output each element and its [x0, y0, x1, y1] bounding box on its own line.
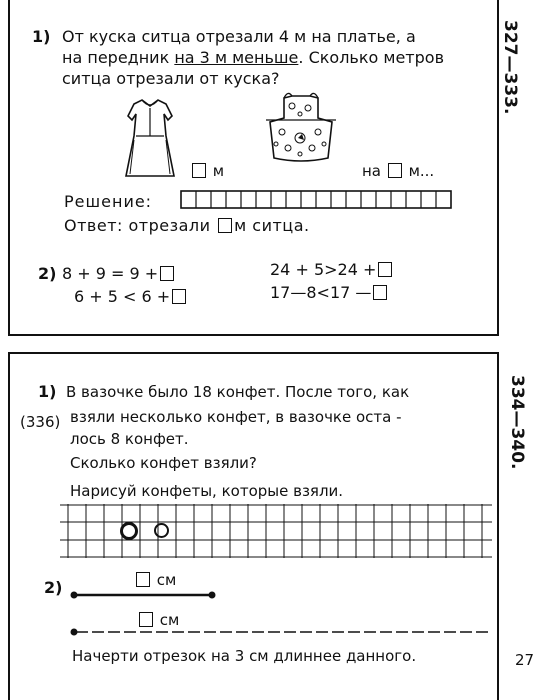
segment-2-box[interactable] — [139, 612, 153, 627]
answer-line — [64, 217, 310, 235]
candy-drawn-1 — [120, 522, 138, 540]
expr-2-box[interactable] — [172, 289, 186, 304]
answer-suffix: м ситца. — [234, 216, 310, 235]
b-task1-line5: Нарисуй конфеты, которые взяли. — [70, 482, 344, 500]
dress-answer — [190, 162, 224, 180]
expr-4-text: 17—8<17 — — [270, 283, 372, 302]
apron-unit: м... — [408, 162, 435, 180]
expr-3-box[interactable] — [378, 262, 392, 277]
b-task1-line2: взяли несколько конфет, в вазочке оста - — [70, 408, 402, 426]
expr-1-box[interactable] — [160, 266, 174, 281]
apron-answer — [362, 162, 434, 180]
task1-line2-underlined: на 3 м меньше — [174, 48, 299, 67]
b-task1-line3: лось 8 конфет. — [70, 430, 189, 448]
top-range-label: 327—333. — [500, 20, 520, 115]
expr-3 — [270, 261, 394, 279]
expr-1-text: 8 + 9 = 9 + — [62, 264, 159, 283]
apron-prefix: на — [362, 162, 381, 180]
task1-line2 — [62, 49, 444, 67]
solution-boxes[interactable] — [180, 190, 460, 210]
dress-unit: м — [212, 162, 225, 180]
solution-label: Решение: — [64, 192, 153, 211]
apron-answer-box[interactable] — [388, 163, 402, 178]
task1-line2-c: . Сколько метров — [298, 48, 444, 67]
b-task2-number: 2) — [44, 578, 63, 597]
task1-line1: От куска ситца отрезали 4 м на платье, а — [62, 27, 416, 46]
page-number: 27 — [515, 651, 535, 669]
b-task1-line1: В вазочке было 18 конфет. После того, как — [66, 383, 410, 401]
segment-1-label — [134, 571, 176, 589]
answer-box[interactable] — [218, 218, 232, 233]
dress-answer-box[interactable] — [192, 163, 206, 178]
segment-2-unit: см — [159, 611, 180, 629]
dashed-drawing-line[interactable] — [68, 626, 493, 638]
b-task1-line4: Сколько конфет взяли? — [70, 454, 257, 472]
task1-number: 1) — [32, 27, 51, 46]
task2-number: 2) — [38, 264, 57, 283]
expr-1 — [62, 265, 176, 283]
bottom-range-label: 334—340. — [507, 375, 527, 470]
expr-2 — [74, 288, 188, 306]
expr-4-box[interactable] — [373, 285, 387, 300]
segment-1-box[interactable] — [136, 572, 150, 587]
b-task2-instruction: Начерти отрезок на 3 см длиннее данного. — [72, 647, 417, 665]
expr-3-text: 24 + 5>24 + — [270, 260, 377, 279]
candy-drawn-2 — [154, 523, 169, 538]
b-task1-number: 1) — [38, 382, 57, 401]
task1-line2-a: на передник — [62, 48, 175, 67]
expr-2-text: 6 + 5 < 6 + — [74, 287, 171, 306]
expr-4 — [270, 284, 389, 302]
apron-illustration — [262, 92, 340, 166]
margin-number: (336) — [20, 413, 61, 431]
answer-prefix: Ответ: отрезали — [64, 216, 211, 235]
given-segment — [68, 589, 218, 601]
segment-1-unit: см — [156, 571, 177, 589]
task1-line3: ситца отрезали от куска? — [62, 69, 280, 88]
dress-illustration — [122, 96, 178, 178]
